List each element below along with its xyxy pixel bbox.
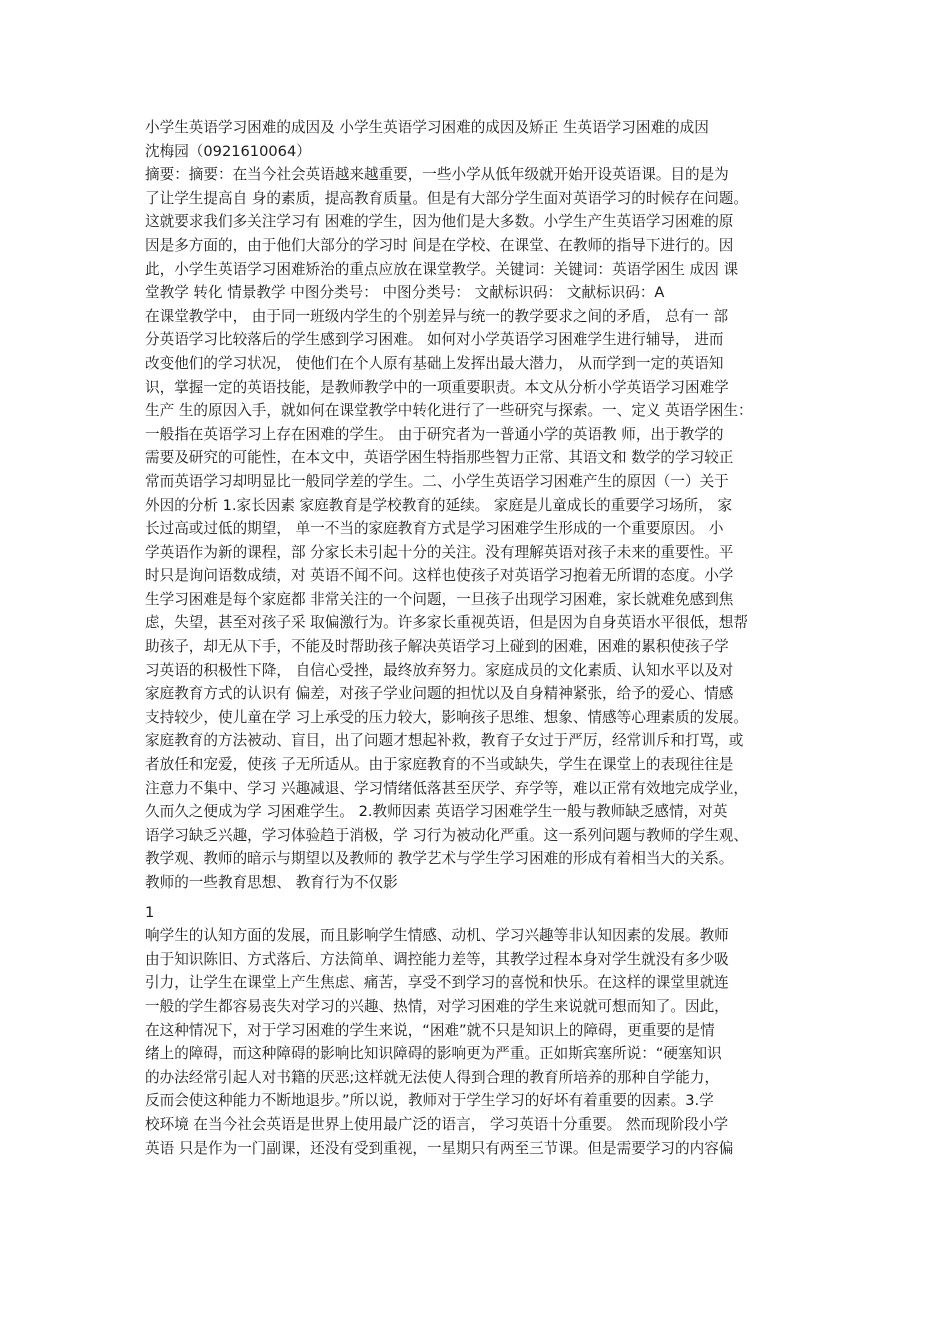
text-line: 在这种情况下，对于学习困难的学生来说，“困难”就不只是知识上的障碍，更重要的是情 [145,1021,715,1039]
text-line: 分英语学习比较落后的学生感到学习困难。 如何对小学英语学习困难学生进行辅导， 进而 [145,331,724,349]
text-line: 注意力不集中、学习 兴趣减退、学习情绪低落甚至厌学、弃学等，难以正常有效地完成学业， [145,779,748,797]
text-line: 反而会使这种能力不断地退步。”所以说，教师对于学生学习的好坏有着重要的因素。3.学 [145,1092,714,1110]
text-line: 了让学生提高自 身的素质，提高教育质量。但是有大部分学生面对英语学习的时候存在问题。 [145,189,748,207]
text-line: 英语 只是作为一门副课，还没有受到重视，一星期只有两至三节课。但是需要学习的内容偏 [145,1139,734,1157]
text-line: 的办法经常引起人对书籍的厌恶;这样就无法使人得到合理的教育所培养的那种自学能力， [145,1068,720,1086]
text-line: 响学生的认知方面的发展，而且影响学生情感、动机、学习兴趣等非认知因素的发展。教师 [145,927,729,945]
text-line: 教学观、教师的暗示与期望以及教师的 教学艺术与学生学习困难的形成有着相当大的关系。 [145,850,734,868]
text-line: 绪上的障碍，而这种障碍的影响比知识障碍的影响更为严重。正如斯宾塞所说：“硬塞知识 [145,1045,722,1063]
text-line: 一般指在英语学习上存在困难的学生。 由于研究者为一普通小学的英语教 师，出于教学的 [145,425,724,443]
document-author: 沈梅园（0921610064） [145,142,311,160]
text-line: 摘要：摘要：在当今社会英语越来越重要，一些小学从低年级就开始开设英语课。目的是为 [145,166,729,184]
text-line: 语学习缺乏兴趣，学习体验趋于消极，学 习行为被动化严重。这一系列问题与教师的学生观、 [145,826,748,844]
text-line: 久而久之便成为学 习困难学生。 2.教师因素 英语学习困难学生一般与教师缺乏感情，对英 [145,803,728,821]
text-line: 家庭教育的方法被动、盲目，出了问题才想起补救，教育子女过于严厉，经常训斥和打骂，或 [145,732,744,750]
text-line: 助孩子，却无从下手，不能及时帮助孩子解决英语学习上碰到的困难，困难的累积使孩子学 [145,638,729,656]
text-line: 在课堂教学中， 由于同一班级内学生的个别差异与统一的教学要求之间的矛盾， 总有一 部 [145,307,729,325]
text-line: 虑，失望，甚至对孩子采 取偏激行为。许多家长重视英语，但是因为自身英语水平很低，想帮 [145,614,748,632]
text-line: 识，掌握一定的英语技能，是教师教学中的一项重要职责。本文从分析小学英语学习困难学 [145,378,729,396]
text-line: 需要及研究的可能性，在本文中，英语学困生特指那些智力正常、其语文和 数学的学习较正 [145,449,734,467]
text-line: 这就要求我们多关注学习有 困难的学生，因为他们是大多数。小学生产生英语学习困难的原 [145,213,734,231]
paragraph-block-2 [145,924,813,1160]
document-title: 小学生英语学习困难的成因及 小学生英语学习困难的成因及矫正 生英语学习困难的成因 [145,119,709,136]
page-number: 1 [145,903,155,921]
text-line: 教师的一些教育思想、 教育行为不仅影 [145,874,398,891]
text-line: 家庭教育方式的认识有 偏差，对孩子学业问题的担忧以及自身精神紧张，给予的爱心、情感 [145,685,734,703]
text-line: 改变他们的学习状况， 使他们在个人原有基础上发挥出最大潜力， 从而学到一定的英语知 [145,354,724,372]
text-line: 由于知识陈旧、方式落后、方法简单、调控能力差等，其教学过程本身对学生就没有多少吸 [145,950,729,968]
text-line: 支持较少，使儿童在学 习上承受的压力较大，影响孩子思维、想象、情感等心理素质的发展。 [145,708,748,726]
text-line: 一般的学生都容易丧失对学习的兴趣、热情，对学习困难的学生来说就可想而知了。因此， [145,997,729,1015]
text-line: 引力，让学生在课堂上产生焦虑、痛苦，享受不到学习的喜悦和快乐。在这样的课堂里就连 [145,974,729,992]
text-line: 生产 生的原因入手，就如何在课堂教学中转化进行了一些研究与探索。一、定义 英语学困生： [145,402,753,420]
text-line: 校环境 在当今社会英语是世界上使用最广泛的语言， 学习英语十分重要。 然而现阶段小学 [145,1115,729,1133]
text-line: 时只是询问语数成绩，对 英语不闻不问。这样也使孩子对英语学习抱着无所谓的态度。小学 [145,567,734,585]
text-line: 常而英语学习却明显比一般同学差的学生。二、小学生英语学习困难产生的原因（一）关于 [145,472,729,490]
text-line: 外因的分析 1.家长因素 家庭教育是学校教育的延续。 家庭是儿童成长的重要学习场所， 家 [145,496,733,514]
text-line: 此，小学生英语学习困难矫治的重点应放在课堂教学。关键词：关键词：英语学困生 成因 课 [145,260,739,278]
text-line: 堂教学 转化 情景教学 中图分类号： 中图分类号： 文献标识码： 文献标识码：A [145,284,665,302]
text-line: 长过高或过低的期望， 单一不当的家庭教育方式是学习困难学生形成的一个重要原因。 小 [145,520,724,538]
paragraph-block-1 [145,163,813,894]
text-line: 生学习困难是每个家庭都 非常关注的一个问题，一旦孩子出现学习困难，家长就难免感到焦 [145,590,734,608]
text-line: 者放任和宠爱，使孩 子无所适从。由于家庭教育的不当或缺失，学生在课堂上的表现往往是 [145,756,734,774]
document-body [145,116,813,1160]
text-line: 学英语作为新的课程，部 分家长未引起十分的关注。没有理解英语对孩子未来的重要性。平 [145,543,734,561]
text-line: 因是多方面的，由于他们大部分的学习时 间是在学校、在课堂、在教师的指导下进行的。因 [145,236,734,254]
text-line: 习英语的积极性下降， 自信心受挫，最终放弃努力。家庭成员的文化素质、认知水平以及对 [145,661,734,679]
